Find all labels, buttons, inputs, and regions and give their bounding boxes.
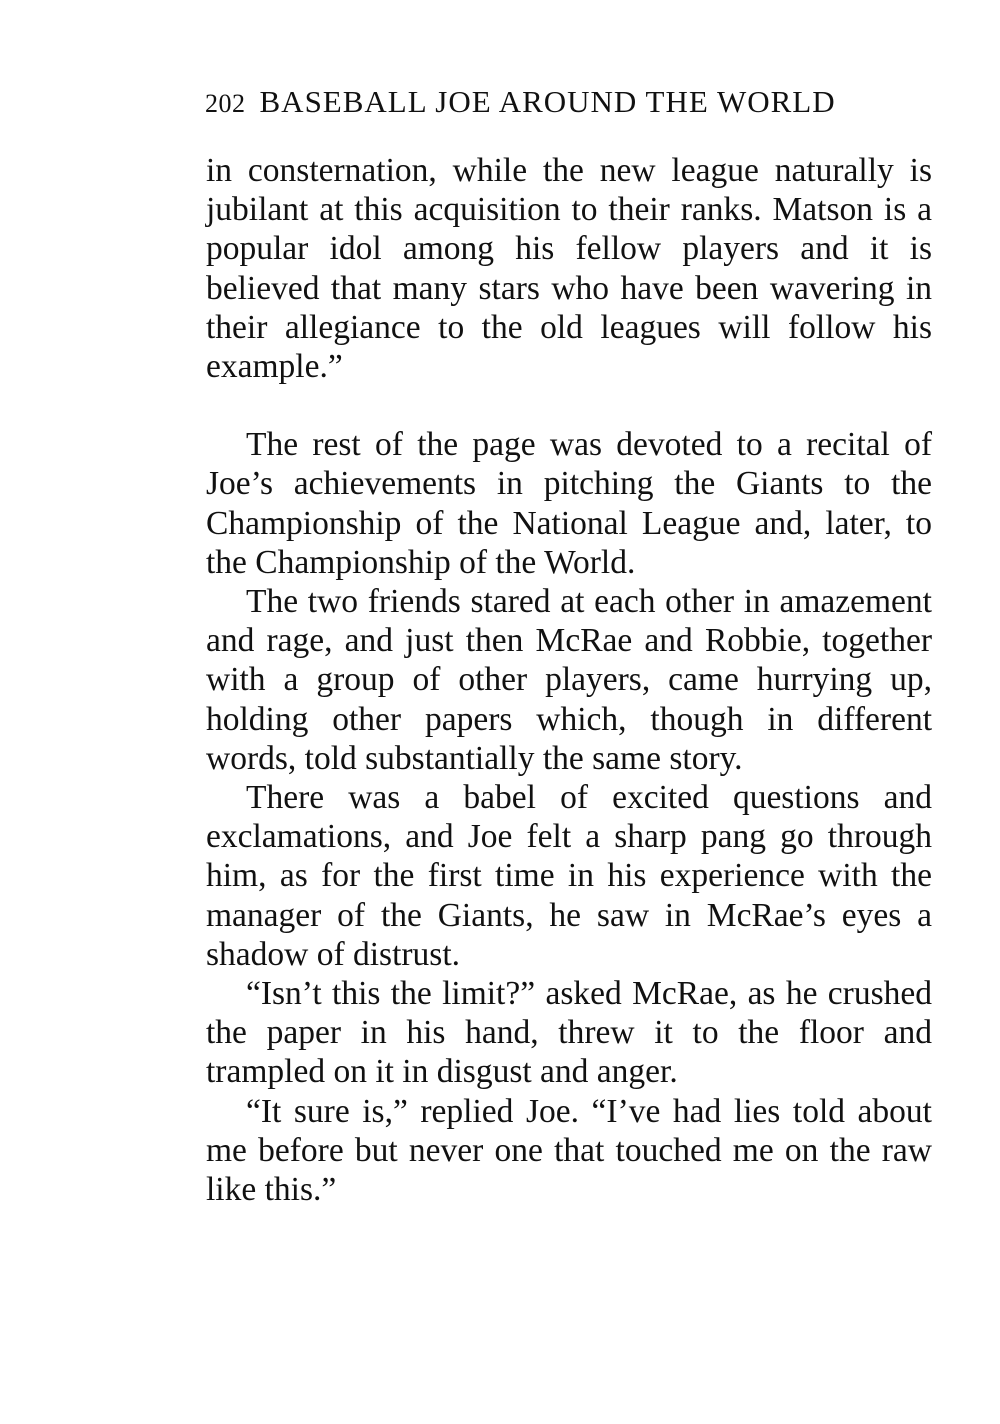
paragraph-joe-dialogue: “It sure is,” replied Joe. “I’ve had lies told about me before but never one that touched me on the raw like this.” bbox=[206, 1092, 932, 1209]
paragraph-mcrae-dialogue: “Isn’t this the limit?” asked McRae, as he crushed the paper in his hand, threw it to the floor and trampled on it in disgust and anger. bbox=[206, 975, 932, 1091]
paragraph-recital: The rest of the page was devoted to a recital of Joe’s achievements in pitching the Giants to the Championship of the National League and, later, to the Championship of the World. bbox=[206, 426, 932, 581]
running-header bbox=[205, 84, 930, 120]
paragraph-friends-stared: The two friends stared at each other in amazement and rage, and just then McRae and Robbie, together with a group of other players, came hurrying up, holding other papers which, though in different words, told substantially the same story. bbox=[206, 583, 932, 777]
page-number: 202 bbox=[205, 89, 246, 118]
running-title: BASEBALL JOE AROUND THE WORLD bbox=[259, 84, 836, 119]
paragraph-babel: There was a babel of excited questions and exclamations, and Joe felt a sharp pang go through him, as for the first time in his experience with the manager of the Giants, he saw in McRae’s eyes a shadow of distrust. bbox=[206, 779, 932, 973]
paragraph-quote-continuation: in consternation, while the new league naturally is jubilant at this acquisition to their ranks. Matson is a popular idol among his fellow players and it is believed that many stars who have been wavering in their allegiance to the old leagues will follow his example.” bbox=[206, 152, 932, 386]
body-text bbox=[206, 151, 932, 1209]
